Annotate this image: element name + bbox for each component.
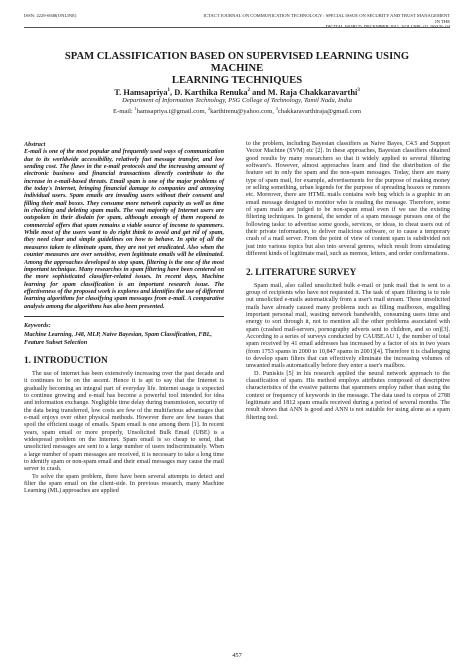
author-affil-mark: 3 bbox=[357, 88, 360, 93]
author-name: M. Raja Chakkaravarthi bbox=[267, 87, 358, 97]
issn-header: ISSN: 2229-6948(ONLINE) bbox=[24, 13, 77, 18]
right-column bbox=[246, 141, 450, 422]
intro-paragraph: To solve the spam problem, there have been several attempts to detect and filter the spam email on the client-side. In previous research, many Machine Learning (ML) approaches are applied bbox=[24, 473, 224, 495]
abstract-rule bbox=[24, 316, 224, 317]
paper-title-line1: SPAM CLASSIFICATION BASED ON SUPERVISED LEARNING USING MACHINE bbox=[64, 51, 410, 74]
journal-header-line1: ICTACT JOURNAL ON COMMUNICATION TECHNOLOGY : SPECIAL ISSUE ON SECURITY AND TRUST MANAGEMENT IN THE bbox=[203, 13, 450, 24]
section-heading-literature-survey: 2. LITERATURE SURVEY bbox=[246, 267, 357, 278]
author-separator: , bbox=[170, 87, 175, 97]
header-rule bbox=[24, 27, 450, 28]
email-address: karthirenu@yahoo.com bbox=[210, 108, 273, 116]
keywords-heading: Keywords: bbox=[24, 322, 51, 329]
literature-paragraph: Spam mail, also called unsolicited bulk e-mail or junk mail that is sent to a group of recipients who have not requested it. The task of spam filtering is to rule out unsolicited e-mails automatically from a user's mail stream. These unsolicited mails have already caused many problems such as filling mailboxes, engulfing important personal mail, wasting network bandwidth, consuming users time and energy to sort through it, not to mention all the other problems associated with spam (crashed mail-servers, pornography adverts sent to children, and so on)[3]. According to a series of surveys conducted by CAUBE.AU 1, the number of total spam received by 41 email addresses has increased by a factor of six in two years (from 1753 spams in 2000 to 10,847 spams in 2001)[4]. Therefore it is challenging to develop spam filters that can effectively eliminate the increasing volumes of unwanted mails automatically before they enter a user's mailbox. bbox=[246, 282, 450, 370]
email-address: chakkaravarthiraja@gmail.com bbox=[277, 108, 362, 116]
journal-header-line2: DIGITAL WORLD, DECEMBER 2011, VOLUME: 02, ISSUE: 04 bbox=[325, 24, 450, 30]
email-mark: 1 bbox=[134, 106, 137, 111]
affiliation: Department of Information Technology, PSG College of Technology, Tamil Nadu, India bbox=[122, 97, 352, 104]
intro-continued-paragraph: to the problem, including Bayesian classifiers as Naive Bayes, C4.5 and Support Vector Machine (SVM) etc [2]. In these approaches, Bayesian classifiers obtained good results by many researchers so that it widely applied to several filtering software's. However, almost approaches learn and find the distribution of the feature set in only the spam and the non-spam messages. Today, there are many type of spam mail, for example, advertisements for the purpose of making money or selling something, urban legends for the purpose of spreading hoaxes or rumors etc. Moreover, there are HTML mails contains web bug which is a graphic in an email message designed to monitor who is reading the message. Therefore, some of spam mails are judged to be non-spam email even if we use the existing filtering techniques. In general, the sender of a spam message pursues one of the following tasks: to advertise some goods, services, or ideas, to cheat users out of their private information, to deliver malicious software, or to cause a temporary crash of a mail server. From the point of view of content spam is subdivided not just into various topics but also into several genres, which result from simulating different kinds of legitimate mail, such as memos, letters, and order confirmations. bbox=[246, 141, 450, 258]
paper-title bbox=[40, 51, 434, 87]
abstract-body: E-mail is one of the most popular and frequently used ways of communication due to its worldwide accessibility, relatively fast message transfer, and low sending cost. The flaws in the e-mail protocols and the increasing amount of electronic business and financial transactions directly contribute to the increase in e-mail-based threats. Email spam is one of the major problems of the today's Internet, bringing financial damage to companies and annoying individual users. Spam emails are invading users without their consent and filling their mail boxes. They consume more network capacity as well as time in checking and deleting spam mails. The vast majority of Internet users are outspoken in their disdain for spam, although enough of them respond to commercial offers that spam remains a viable source of income to spammers. While most of the users want to do right think to avoid and get rid of spam, they need clear and simple guidelines on how to behave. In spite of all the measures taken to eliminate spam, they are not yet eradicated. Also when the counter measures are over sensitive, even legitimate emails will be eliminated. Among the approaches developed to stop spam, filtering is the one of the most important technique. Many researches in spam filtering have been centered on the more sophisticated classifier-related issues. In recent days, Machine learning for spam classification is an important research issue. The effectiveness of the proposed work is explores and identifies the use of different learning algorithms for classifying spam messages from e-mail. A comparative analysis among the algorithms has also been presented. bbox=[24, 149, 225, 310]
email-mark: 2 bbox=[207, 106, 211, 111]
paper-title-line2: LEARNING TECHNIQUES bbox=[171, 75, 303, 86]
intro-paragraph: The use of internet has been extensively increasing over the past decade and it continues to be on the ascent. Hence it is apt to say that the Internet is gradually becoming an integral part of everyday life. Internet usage is expected to continue growing and e-mail has become a powerful tool intended for idea and information exchange. Negligible time delay during transmission, security of the data being transferred, low costs are few of the multifarious advantages that e-mail enjoys over other physical methods. However there are few issues that spoil the efficient usage of emails. Spam email is one among them [1]. In recent years, spam email or more properly, Unsolicited Bulk Email (UBE) is a widespread problem on the Internet. Spam email is so cheap to send, that unsolicited messages are sent to a large number of users indiscriminately. When a large number of spam messages are received, it is necessary to take a long time to identify spam or non-spam email and their email messages may cause the mail server to crash. bbox=[24, 370, 224, 473]
author-separator: and bbox=[250, 87, 268, 97]
email-address: hamsapriya.t@gmail.com bbox=[136, 108, 205, 116]
keywords-body: Machine Learning, J48, MLP, Naive Bayesian, Spam Classification, FBL, Feature Subset Selection bbox=[24, 332, 212, 346]
author-name: T. Hamsapriya bbox=[114, 87, 168, 97]
left-column bbox=[24, 141, 224, 496]
author-name: D. Karthika Renuka bbox=[174, 87, 248, 97]
email-label: E-mail: bbox=[112, 108, 135, 116]
email-line: E-mail: $^1$hamsapriya.t@gmail.com, $^2$karthirenu@yahoo.com, $^3$chakkaravarthiraja@gmail.com bbox=[112, 106, 362, 116]
literature-paragraph: D. Puniskis [5] in his research applied the neural network approach to the classification of spam. His method employs attributes composed of descriptive characteristics of the evasive patterns that spammers employ rather than using the context or frequency of keywords in the message. The data used is corpus of 2788 legitimate and 1812 spam emails received during a period of several months. The result shows that ANN is good and ANN is not suitable for using alone as a spam filtering tool. bbox=[246, 370, 450, 421]
author-affil-mark: 1 bbox=[167, 88, 171, 93]
author-affil-mark: 2 bbox=[247, 88, 251, 93]
section-heading-introduction: 1. INTRODUCTION bbox=[24, 355, 108, 366]
page-number: 457 bbox=[232, 652, 242, 659]
abstract-heading: Abstract bbox=[24, 141, 46, 148]
email-mark: 3 bbox=[275, 106, 278, 111]
